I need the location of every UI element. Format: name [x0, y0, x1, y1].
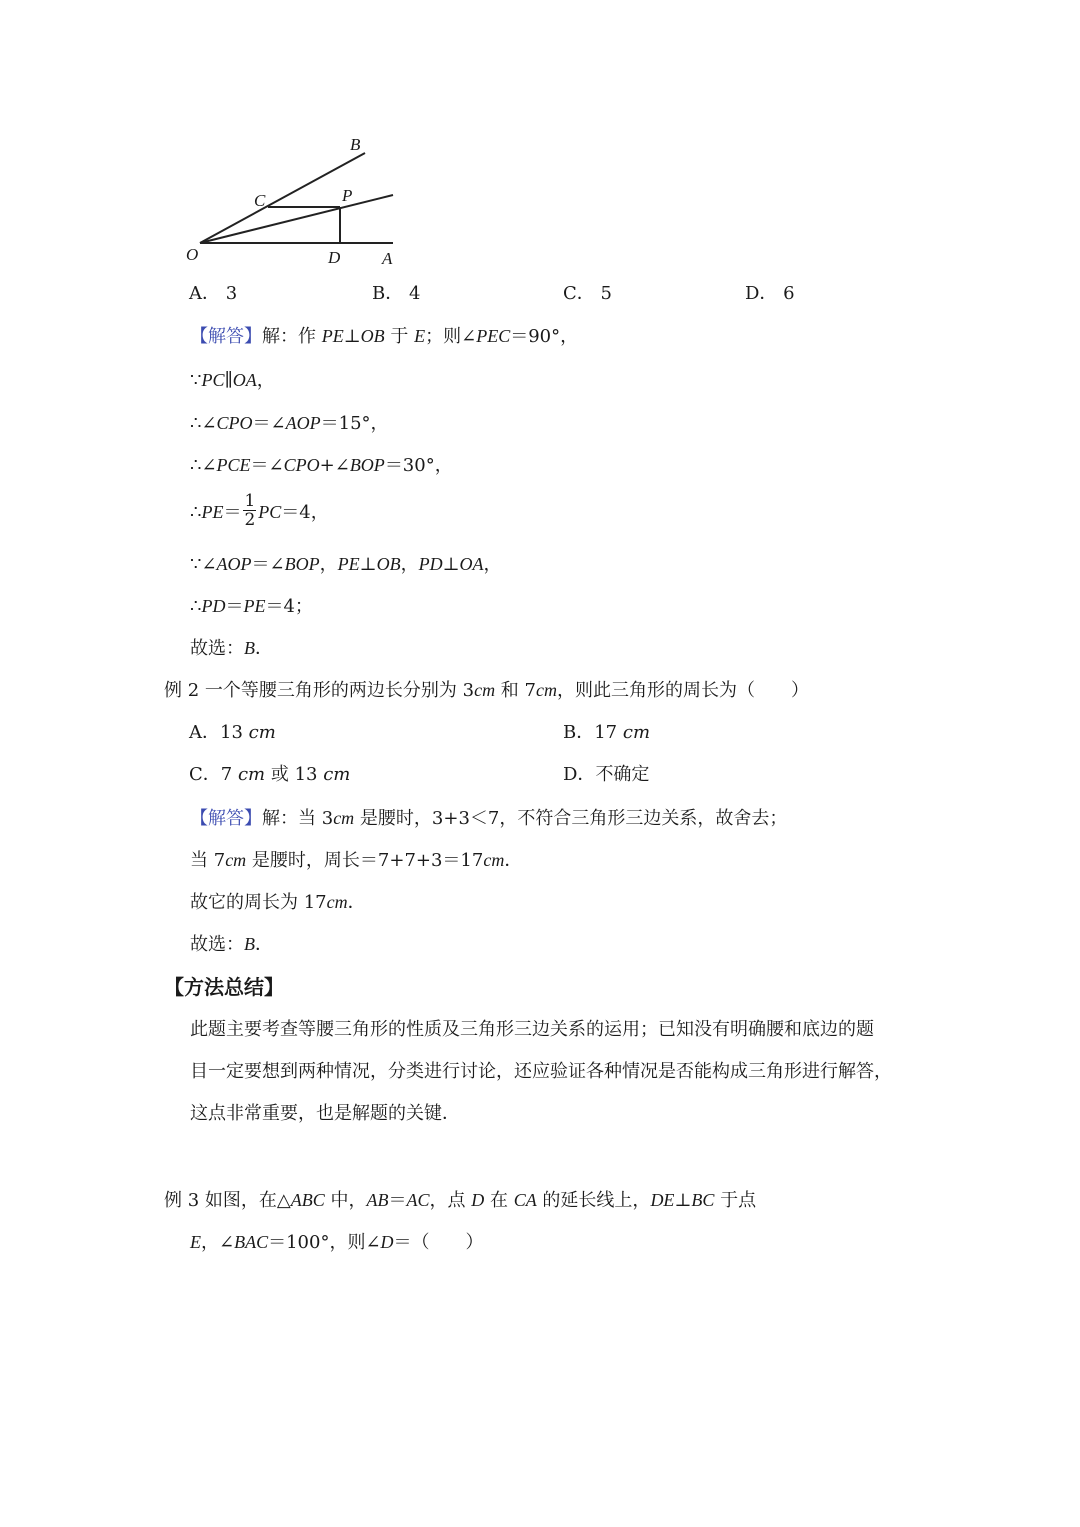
- q1-option-d: D． 6: [745, 283, 795, 304]
- method-summary-line-1: 此题主要考查等腰三角形的性质及三角形三边关系的运用；已知没有明确腰和底边的题: [190, 1019, 874, 1040]
- example3-line1: 例 3 如图，在△ABC 中，AB＝AC，点 D 在 CA 的延长线上，DE⊥BC 于点: [164, 1190, 757, 1211]
- example3-line2: E，∠BAC＝100°，则∠D＝（ ）: [190, 1232, 484, 1253]
- q1-option-c: C． 5: [563, 283, 612, 304]
- label-o: O: [186, 245, 199, 264]
- example2-option-c: C．7 cm 或 13 cm: [189, 764, 351, 785]
- solution1-line5: ∴PE＝ $\frac{1}{2}$ PC＝4，: [190, 490, 329, 530]
- example2-question: 例 2 一个等腰三角形的两边长分别为 3cm 和 7cm，则此三角形的周长为（ ）: [164, 680, 809, 701]
- ray-op: [200, 195, 393, 243]
- solution2-line3: 故它的周长为 17cm．: [190, 892, 366, 913]
- solution1-line3: ∴∠CPO＝∠AOP＝15°，: [190, 413, 389, 434]
- example2-option-a: A．13 cm: [189, 722, 276, 743]
- q1-option-a: A． 3: [189, 283, 238, 304]
- solution-tag: 【解答】: [190, 326, 262, 347]
- method-summary-line-3: 这点非常重要，也是解题的关键．: [190, 1103, 460, 1124]
- solution1-line6: ∵∠AOP＝∠BOP，PE⊥OB，PD⊥OA，: [190, 554, 502, 575]
- solution2-line1: 【解答】解：当 3cm 是腰时，3+3＜7，不符合三角形三边关系，故舍去；: [190, 808, 788, 829]
- method-summary-heading: 【方法总结】: [164, 975, 284, 999]
- solution2-line4: 故选：B．: [190, 934, 273, 955]
- solution2-line2: 当 7cm 是腰时，周长＝7+7+3＝17cm．: [190, 850, 523, 871]
- q1-option-b: B． 4: [372, 283, 421, 304]
- solution1-line4: ∴∠PCE＝∠CPO+∠BOP＝30°，: [190, 455, 453, 476]
- label-b: B: [350, 135, 361, 154]
- solution1-line8: 故选：B．: [190, 638, 273, 659]
- example2-option-d: D．不确定: [563, 764, 650, 785]
- label-a: A: [382, 249, 393, 268]
- geometry-figure: [180, 130, 410, 275]
- label-p: P: [342, 186, 353, 205]
- solution1-line7: ∴PD＝PE＝4；: [190, 596, 313, 617]
- example2-option-b: B．17 cm: [563, 722, 651, 743]
- label-c: C: [254, 191, 266, 210]
- fraction-one-half: $\frac{1}{2}$: [244, 490, 256, 530]
- method-summary-line-2: 目一定要想到两种情况，分类进行讨论，还应验证各种情况是否能构成三角形进行解答，: [190, 1061, 892, 1082]
- solution-tag: 【解答】: [190, 808, 262, 829]
- solution1-line2: ∵PC∥OA，: [190, 370, 275, 391]
- label-d: D: [328, 248, 341, 267]
- solution1-line1: 【解答】解：作 PE⊥OB 于 E；则∠PEC＝90°，: [190, 326, 579, 347]
